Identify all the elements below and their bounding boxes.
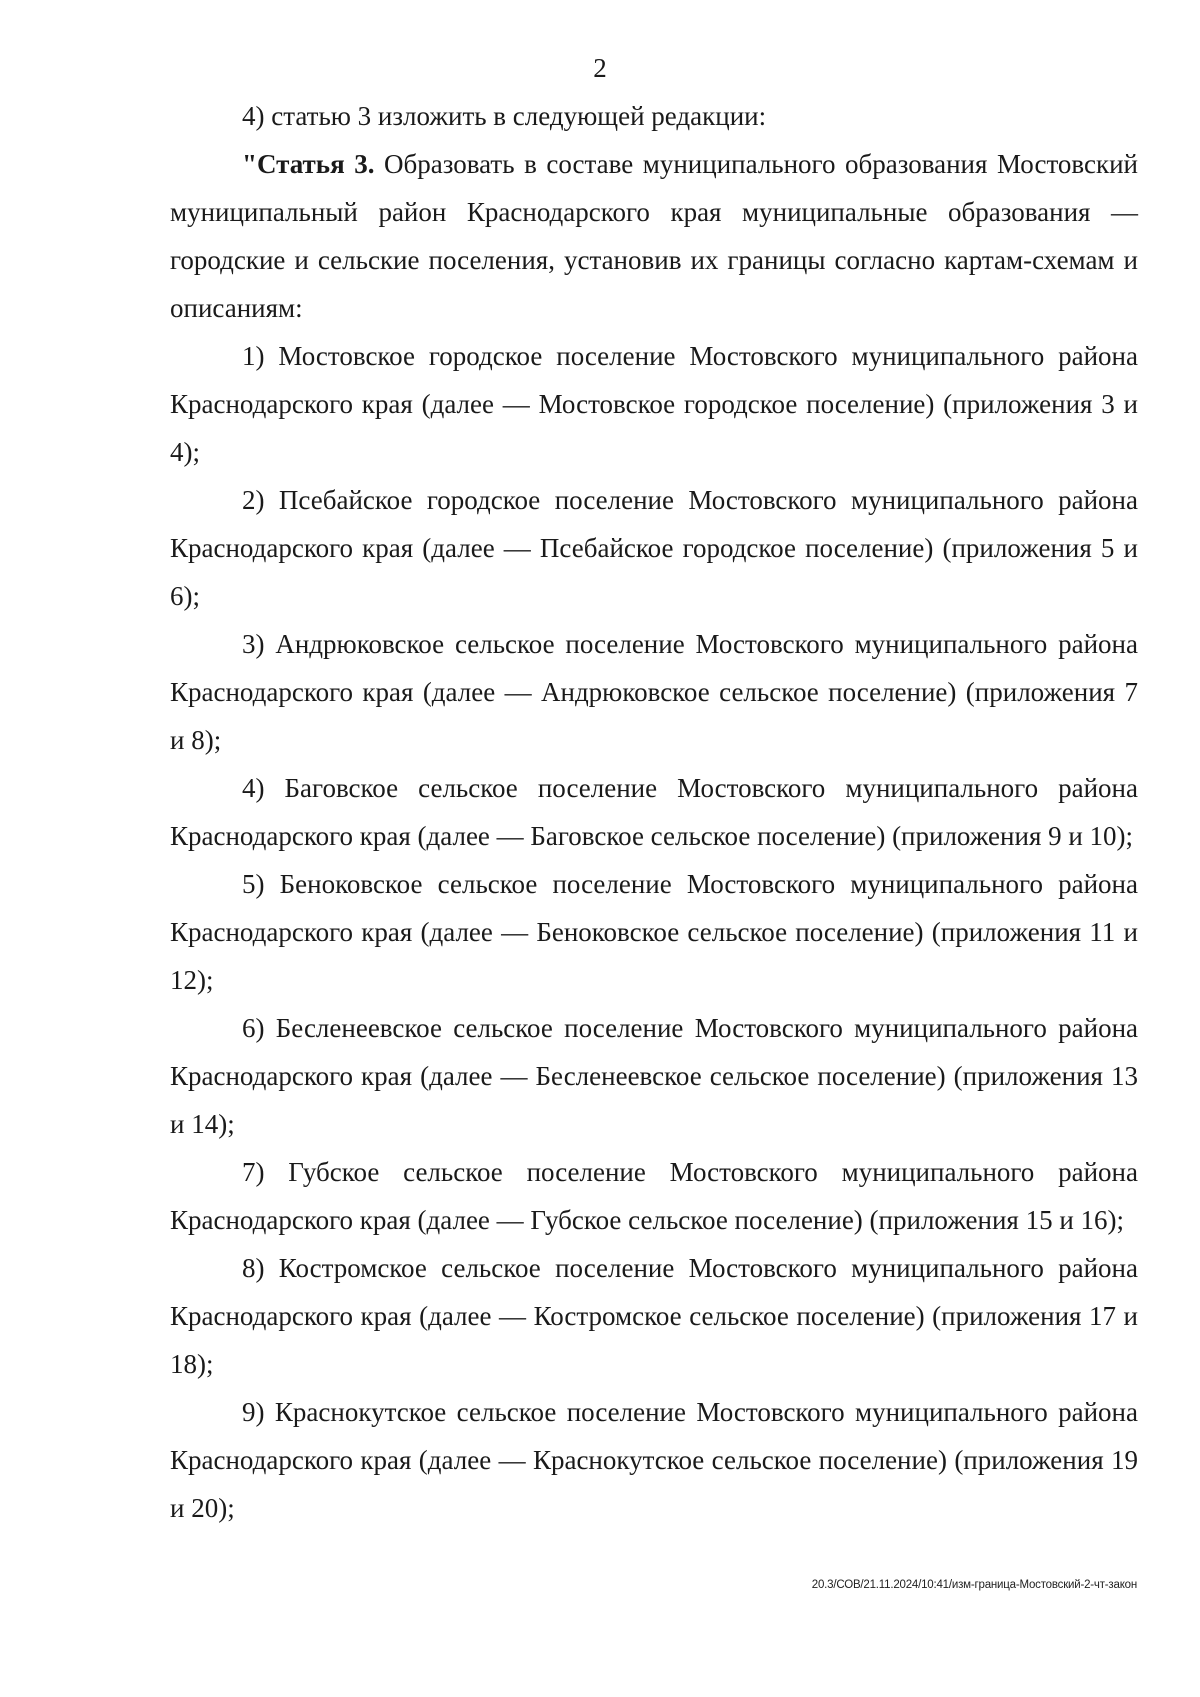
list-item: 2) Псебайское городское поселение Мостовского муниципального района Краснодарского края (далее — Псебайское городское поселение) (приложения 5 и 6); xyxy=(170,485,1138,611)
page-number: 2 xyxy=(593,53,607,83)
list-item: 9) Краснокутское сельское поселение Мостовского муниципального района Краснодарского края (далее — Краснокутское сельское поселение) (приложения 19 и 20); xyxy=(170,1397,1138,1523)
document-footer-code: 20.3/СОВ/21.11.2024/10:41/изм-граница-Мостовский-2-чт-закон xyxy=(811,1579,1137,1591)
amendment-intro: 4) статью 3 изложить в следующей редакции: xyxy=(242,101,767,131)
list-item: 7) Губское сельское поселение Мостовского муниципального района Краснодарского края (далее — Губское сельское поселение) (приложения 15 и 16); xyxy=(170,1157,1138,1235)
list-item: 6) Бесленеевское сельское поселение Мостовского муниципального района Краснодарского края (далее — Бесленеевское сельское поселение) (приложения 13 и 14); xyxy=(170,1013,1138,1139)
list-item: 1) Мостовское городское поселение Мостовского муниципального района Краснодарского края (далее — Мостовское городское поселение) (приложения 3 и 4); xyxy=(170,341,1138,467)
list-item: 8) Костромское сельское поселение Мостовского муниципального района Краснодарского края (далее — Костромское сельское поселение) (приложения 17 и 18); xyxy=(170,1253,1138,1379)
article-text: Образовать в составе муниципального образования Мостовский муниципальный район Краснодарского края муниципальные образования — городские и сельские поселения, установив их границы согласно картам-схемам и описаниям: xyxy=(170,149,1138,323)
list-item: 5) Беноковское сельское поселение Мостовского муниципального района Краснодарского края (далее — Беноковское сельское поселение) (приложения 11 и 12); xyxy=(170,869,1138,995)
document-body xyxy=(170,92,1138,1532)
list-item: 3) Андрюковское сельское поселение Мостовского муниципального района Краснодарского края (далее — Андрюковское сельское поселение) (приложения 7 и 8); xyxy=(170,629,1138,755)
article-3-intro xyxy=(170,140,1138,332)
article-label: "Статья 3. xyxy=(242,149,375,179)
list-item: 4) Баговское сельское поселение Мостовского муниципального района Краснодарского края (далее — Баговское сельское поселение) (приложения 9 и 10); xyxy=(170,773,1138,851)
